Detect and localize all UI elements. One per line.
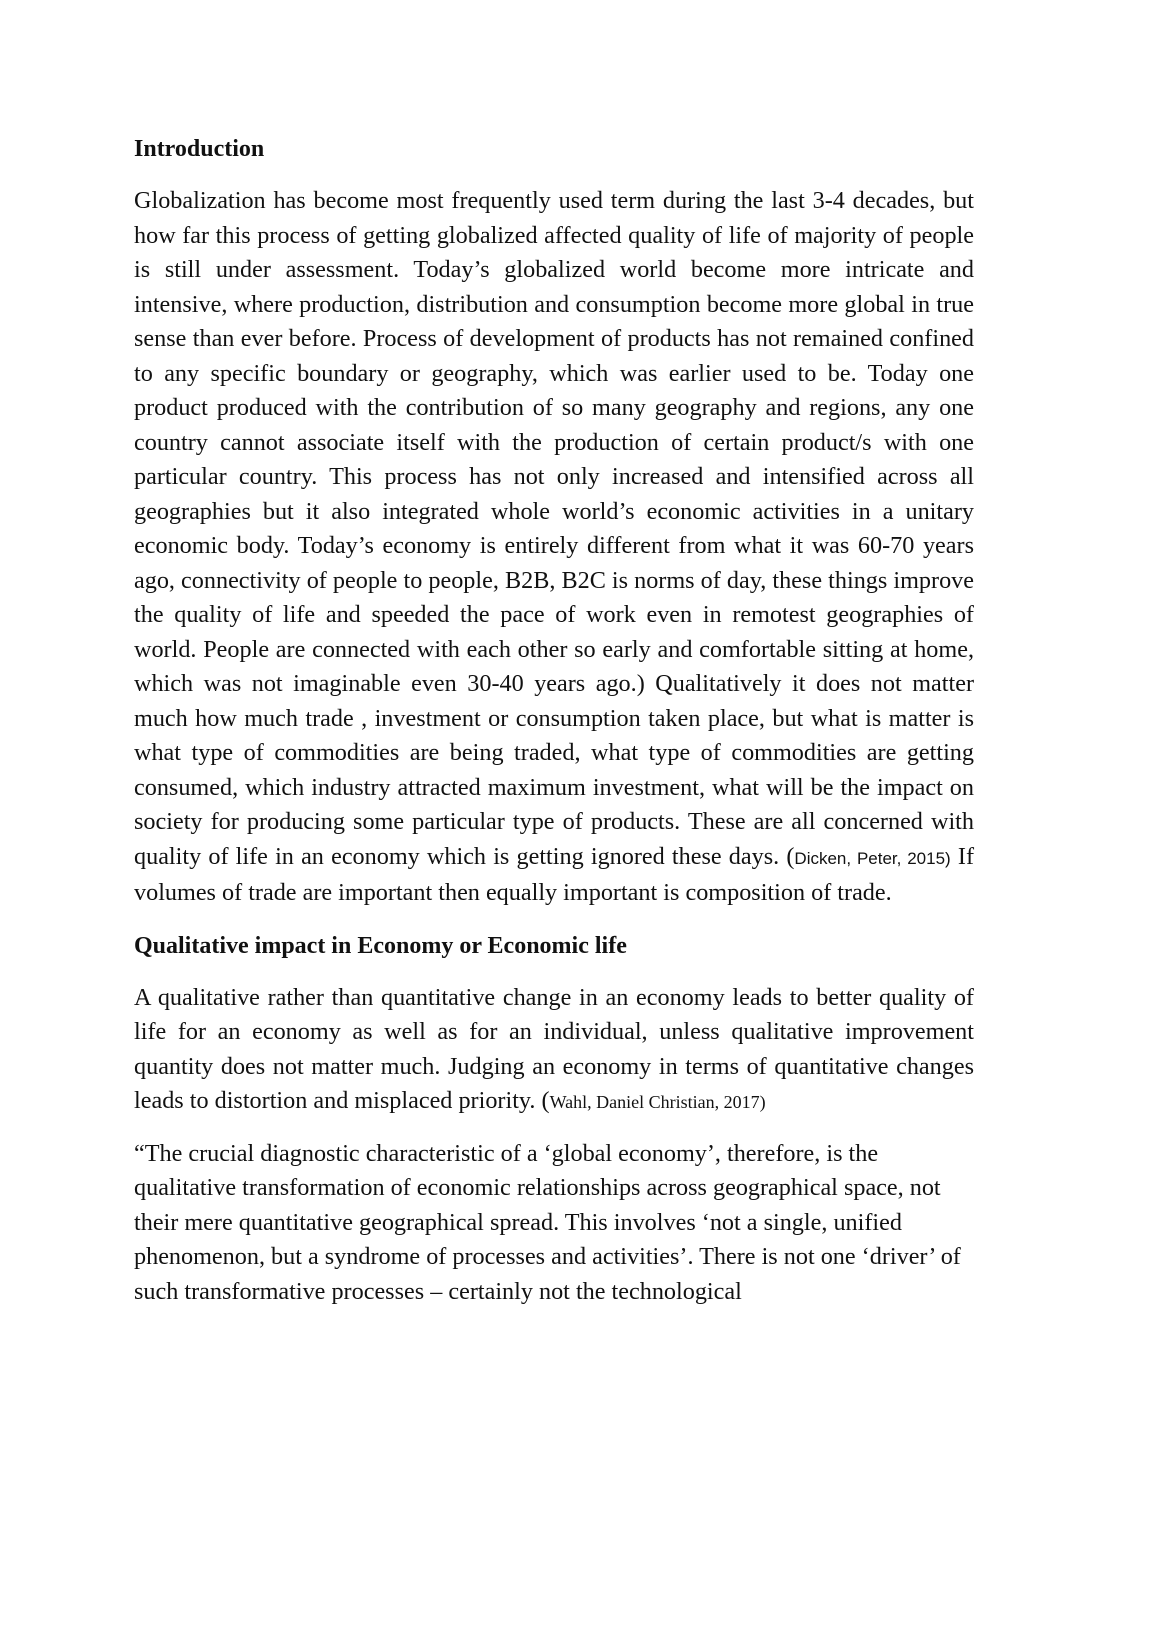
- paragraph-text: If volumes of trade are important then equally important is composition of trade.: [134, 842, 975, 906]
- document-page: [134, 132, 974, 1326]
- paragraph-text: A qualitative rather than quantitative change in an economy leads to better quality of life for an economy as well as for an individual, unless qualitative improvement quantity does not matter much. Judging an economy in terms of quantitative changes leads to distortion and misplaced priority. (: [134, 983, 974, 1114]
- introduction-paragraph: [134, 184, 974, 911]
- citation-dicken: Dicken, Peter, 2015): [794, 848, 951, 868]
- heading-introduction: Introduction: [134, 136, 265, 162]
- paragraph-text: Globalization has become most frequently used term during the last 3-4 decades, but how far this process of getting globalized affected quality of life of majority of people is still under assessment. Today’s globalized world become more intricate and intensive, where production, distribution and consumption become more global in true sense than ever before. Process of development of products has not remained confined to any specific boundary or geography, which was earlier used to be. Today one product produced with the contribution of so many geography and regions, any one country cannot associate itself with the production of certain product/s with one particular country. This process has not only increased and intensified across all geographies but it also integrated whole world’s economic activities in a unitary economic body. Today’s economy is entirely different from what it was 60-70 years ago, connectivity of people to people, B2B, B2C is norms of day, these things improve the quality of life and speeded the pace of work even in remotest geographies of world. People are connected with each other so early and comfortable sitting at home, which was not imaginable even 30-40 years ago.) Qualitatively it does not matter much how much trade , investment or consumption taken place, but what is matter is what type of commodities are being traded, what type of commodities are getting consumed, which industry attracted maximum investment, what will be the impact on society for producing some particular type of products. These are all concerned with quality of life in an economy which is getting ignored these days. (: [134, 187, 974, 870]
- block-quote: “The crucial diagnostic characteristic of a ‘global economy’, therefore, is the qualitative transformation of economic relationships across geographical space, not their mere quantitative geographical spread. This involves ‘not a single, unified phenomenon, but a syndrome of processes and activities’. There is not one ‘driver’ of such transformative processes – certainly not the technological: [134, 1139, 961, 1305]
- citation-wahl: Wahl, Daniel Christian, 2017): [549, 1092, 766, 1112]
- qualitative-paragraph: [134, 981, 974, 1120]
- heading-qualitative-impact: Qualitative impact in Economy or Economic life: [134, 932, 627, 959]
